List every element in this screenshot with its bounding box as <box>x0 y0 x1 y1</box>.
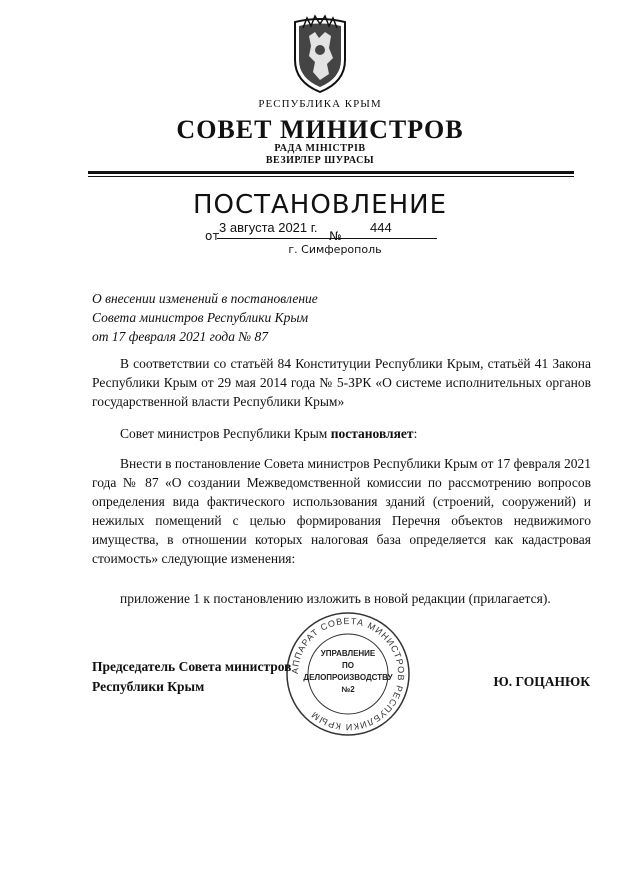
subject-line: Совета министров Республики Крым <box>92 310 309 325</box>
signatory-title-line: Республики Крым <box>92 679 205 694</box>
number-label: № <box>329 229 342 243</box>
stamp-line: ПО <box>342 661 354 670</box>
vezir-heading: ВЕЗИРЛЕР ШУРАСЫ <box>265 155 375 166</box>
decree-city: г. Симферополь <box>288 243 382 256</box>
amendment-paragraph: Внести в постановление Совета министров Республики Крым от 17 февраля 2021 года № 87 «О создании Межведомственной комиссии по рассмотрению вопросов определения вида фактического использования зданий (строений, сооружений) и нежилых помещений с целью формирования Перечня объектов недвижимого имущества, в отношении которых налоговая база определяется как кадастровая стоимость» следующие изменения: <box>92 456 591 566</box>
header-rule-thick <box>88 171 574 174</box>
resolves-prefix: Совет министров Республики Крым <box>120 426 331 441</box>
stamp-ring-text: АППАРАТ СОВЕТА МИНИСТРОВ РЕСПУБЛИКИ КРЫМ <box>289 615 407 733</box>
subject-line: О внесении изменений в постановление <box>92 291 318 306</box>
rada-heading: РАДА МІНІСТРІВ <box>274 143 366 154</box>
preamble-paragraph: В соответствии со статьёй 84 Конституции Республики Крым, статьёй 41 Закона Республики Крым от 29 мая 2014 года № 5-ЗРК «О системе исполнительных органов государственной власти Республики Крым» <box>92 356 591 409</box>
stamp-line: УПРАВЛЕНИЕ <box>320 649 376 658</box>
signatory-name: Ю. ГОЦАНЮК <box>493 674 590 689</box>
decree-dateline <box>205 220 437 242</box>
resolves-suffix: : <box>413 426 418 441</box>
resolves-keyword: постановляет <box>330 426 414 441</box>
signatory-title-line: Председатель Совета министров <box>92 659 292 674</box>
stamp-inner-text <box>284 648 412 696</box>
annex-paragraph: приложение 1 к постановлению изложить в новой редакции (прилагается). <box>120 591 551 606</box>
office-stamp <box>284 610 412 738</box>
council-heading: СОВЕТ МИНИСТРОВ <box>176 115 464 144</box>
republic-heading: РЕСПУБЛИКА КРЫМ <box>258 98 382 110</box>
resolves-paragraph <box>92 424 591 443</box>
subject-line: от 17 февраля 2021 года № 87 <box>92 329 268 344</box>
header-rule-thin <box>88 176 574 177</box>
from-label: от <box>205 229 220 243</box>
coat-of-arms-icon <box>289 14 351 94</box>
decree-number: 444 <box>370 220 392 235</box>
dateline-underline <box>217 238 437 239</box>
stamp-line: ДЕЛОПРОИЗВОДСТВУ <box>303 673 393 682</box>
signatory-title <box>92 657 291 697</box>
decree-date: 3 августа 2021 г. <box>219 220 318 235</box>
stamp-line: №2 <box>341 685 355 694</box>
decree-subject <box>92 289 318 346</box>
decree-title: ПОСТАНОВЛЕНИЕ <box>192 190 448 220</box>
